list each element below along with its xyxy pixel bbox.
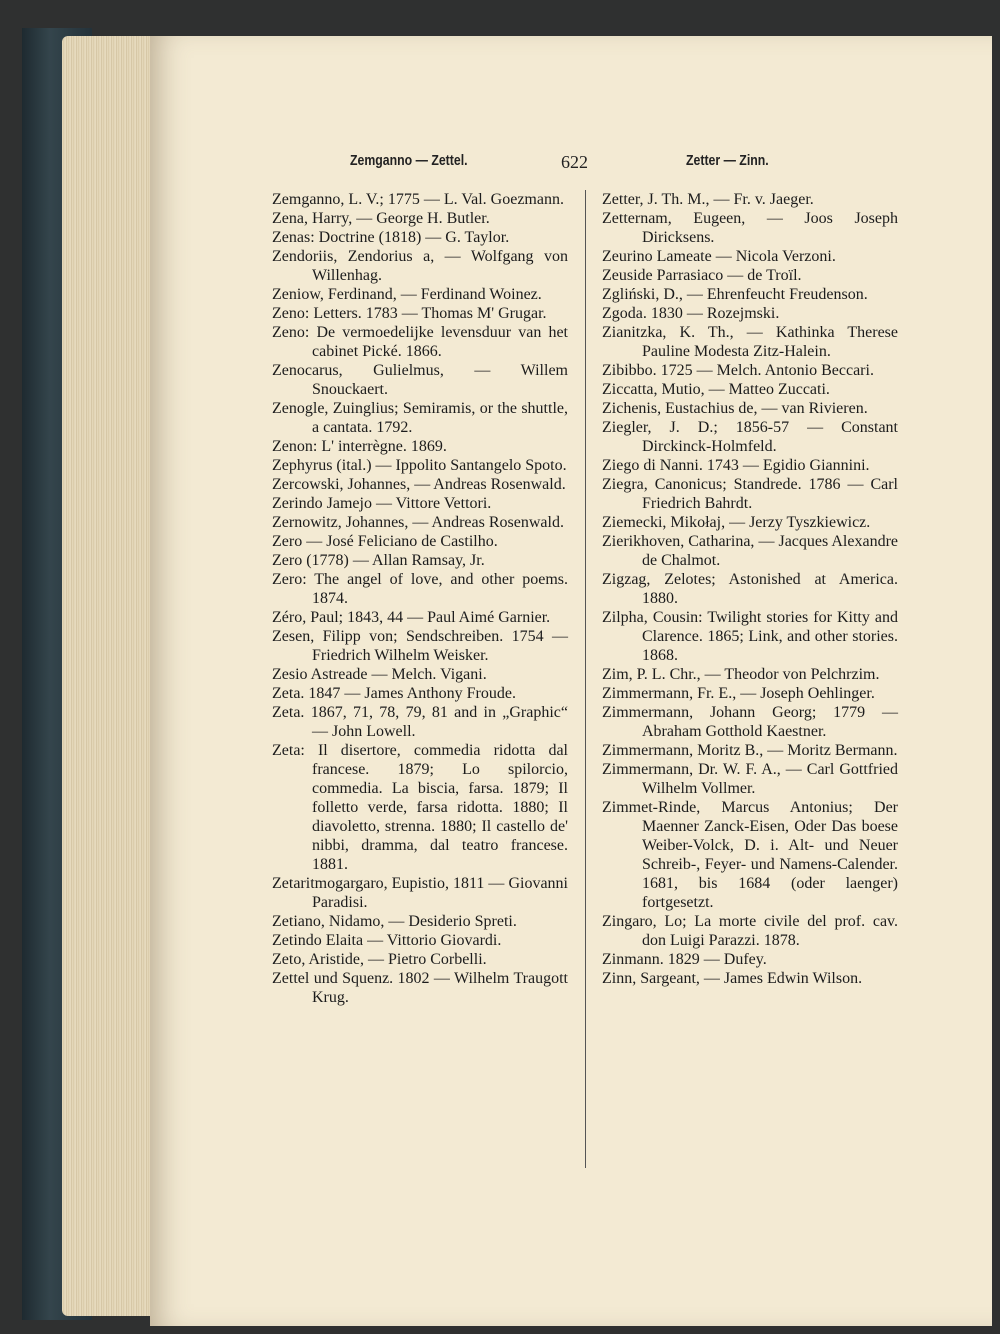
index-entry: Zephyrus (ital.) — Ippolito Santangelo Spoto.: [272, 457, 567, 474]
index-entry: Zeta. 1867, 71, 78, 79, 81 and in „Graphic“ — John Lowell.: [272, 704, 568, 740]
index-entry: Zercowski, Johannes, — Andreas Rosenwald.: [272, 476, 566, 493]
index-entry: Zimmermann, Johann Georg; 1779 — Abraham Gotthold Kaestner.: [602, 704, 898, 740]
index-entry: Zeta: Il disertore, commedia ridotta dal francese. 1879; Lo spilorcio, commedia. La biscia, farsa. 1879; Il folletto verde, farsa ridotta. 1880; Il diavoletto, strenna. 1880; Il castello de' nibbi, dramma, dal teatro francese. 1881.: [272, 742, 568, 873]
running-head-left: Zemganno — Zettel.: [350, 152, 468, 169]
index-entry: Ziccatta, Mutio, — Matteo Zuccati.: [602, 381, 830, 398]
index-entry: Zeurino Lameate — Nicola Verzoni.: [602, 248, 836, 265]
index-entry: Zena, Harry, — George H. Butler.: [272, 210, 490, 227]
index-entry: Zendoriis, Zendorius a, — Wolfgang von Willenhag.: [272, 248, 568, 284]
running-head-right: Zetter — Zinn.: [686, 152, 769, 169]
index-entry: Zinmann. 1829 — Dufey.: [602, 951, 767, 968]
index-entry: Ziegler, J. D.; 1856-57 — Constant Dirckinck-Holmfeld.: [602, 419, 898, 455]
index-entry: Zimmet-Rinde, Marcus Antonius; Der Maenner Zanck-Eisen, Oder Das boese Weiber-Volck, D. i. Alt- und Neuer Schreib-, Feyer- und Namens-Calender. 1681, bis 1684 (oder laenger) fortgesetzt.: [602, 799, 898, 911]
index-entry: Zeto, Aristide, — Pietro Corbelli.: [272, 951, 487, 968]
index-entry: Zettel und Squenz. 1802 — Wilhelm Traugott Krug.: [272, 970, 568, 1006]
index-entry: Zichenis, Eustachius de, — van Rivieren.: [602, 400, 868, 417]
index-entry: Ziego di Nanni. 1743 — Egidio Giannini.: [602, 457, 870, 474]
index-entry: Zeuside Parrasiaco — de Troïl.: [602, 267, 802, 284]
index-entry: Zenocarus, Gulielmus, — Willem Snouckaert.: [272, 362, 568, 398]
index-entry: Zero (1778) — Allan Ramsay, Jr.: [272, 552, 485, 569]
index-entry: Zimmermann, Dr. W. F. A., — Carl Gottfried Wilhelm Vollmer.: [602, 761, 898, 797]
column-divider: [585, 190, 586, 1168]
index-entry: Zgoda. 1830 — Rozejmski.: [602, 305, 780, 322]
index-entry: Zinn, Sargeant, — James Edwin Wilson.: [602, 970, 863, 987]
index-entry: Zianitzka, K. Th., — Kathinka Therese Pauline Modesta Zitz-Halein.: [602, 324, 898, 360]
index-entry: Zesen, Filipp von; Sendschreiben. 1754 — Friedrich Wilhelm Weisker.: [272, 628, 568, 664]
index-entry: Zim, P. L. Chr., — Theodor von Pelchrzim.: [602, 666, 880, 683]
index-entry: Zilpha, Cousin: Twilight stories for Kitty and Clarence. 1865; Link, and other stories. 1868.: [602, 609, 898, 664]
index-entry: Zeno: Letters. 1783 — Thomas M' Grugar.: [272, 305, 547, 322]
index-entry: Zimmermann, Fr. E., — Joseph Oehlinger.: [602, 685, 875, 702]
index-entry: Zetaritmogargaro, Eupistio, 1811 — Giovanni Paradisi.: [272, 875, 568, 911]
right-column: [602, 190, 898, 988]
index-entry: Zéro, Paul; 1843, 44 — Paul Aimé Garnier.: [272, 609, 551, 626]
index-entry: Zetternam, Eugeen, — Joos Joseph Diricksens.: [602, 210, 898, 246]
index-entry: Ziegra, Canonicus; Standrede. 1786 — Carl Friedrich Bahrdt.: [602, 476, 898, 512]
index-entry: Ziemecki, Mikołaj, — Jerzy Tyszkiewicz.: [602, 514, 871, 531]
index-entry: Zero — José Feliciano de Castilho.: [272, 533, 498, 550]
index-entry: Zeta. 1847 — James Anthony Froude.: [272, 685, 516, 702]
index-entry: Zeno: De vermoedelijke levensduur van het cabinet Pické. 1866.: [272, 324, 568, 360]
index-entry: Zero: The angel of love, and other poems. 1874.: [272, 571, 568, 607]
index-entry: Zenogle, Zuinglius; Semiramis, or the shuttle, a cantata. 1792.: [272, 400, 568, 436]
index-entry: Zibibbo. 1725 — Melch. Antonio Beccari.: [602, 362, 874, 379]
index-entry: Zetindo Elaita — Vittorio Giovardi.: [272, 932, 502, 949]
index-entry: Zierikhoven, Catharina, — Jacques Alexandre de Chalmot.: [602, 533, 898, 569]
index-entry: Zgliński, D., — Ehrenfeucht Freudenson.: [602, 286, 868, 303]
index-entry: Zernowitz, Johannes, — Andreas Rosenwald.: [272, 514, 564, 531]
index-entry: Zenas: Doctrine (1818) — G. Taylor.: [272, 229, 510, 246]
index-entry: Zerindo Jamejo — Vittore Vettori.: [272, 495, 492, 512]
page-number: 622: [561, 152, 588, 172]
index-entry: Zingaro, Lo; La morte civile del prof. cav. don Luigi Parazzi. 1878.: [602, 913, 898, 949]
index-entry: Zenon: L' interrègne. 1869.: [272, 438, 447, 455]
page-edges: [62, 36, 157, 1316]
index-entry: Zemganno, L. V.; 1775 — L. Val. Goezmann.: [272, 191, 564, 208]
index-entry: Zesio Astreade — Melch. Vigani.: [272, 666, 487, 683]
left-column: [272, 190, 568, 1007]
index-entry: Zetiano, Nidamo, — Desiderio Spreti.: [272, 913, 517, 930]
index-entry: Zigzag, Zelotes; Astonished at America. 1880.: [602, 571, 898, 607]
index-entry: Zeniow, Ferdinand, — Ferdinand Woinez.: [272, 286, 542, 303]
index-entry: Zimmermann, Moritz B., — Moritz Bermann.: [602, 742, 898, 759]
index-entry: Zetter, J. Th. M., — Fr. v. Jaeger.: [602, 191, 814, 208]
